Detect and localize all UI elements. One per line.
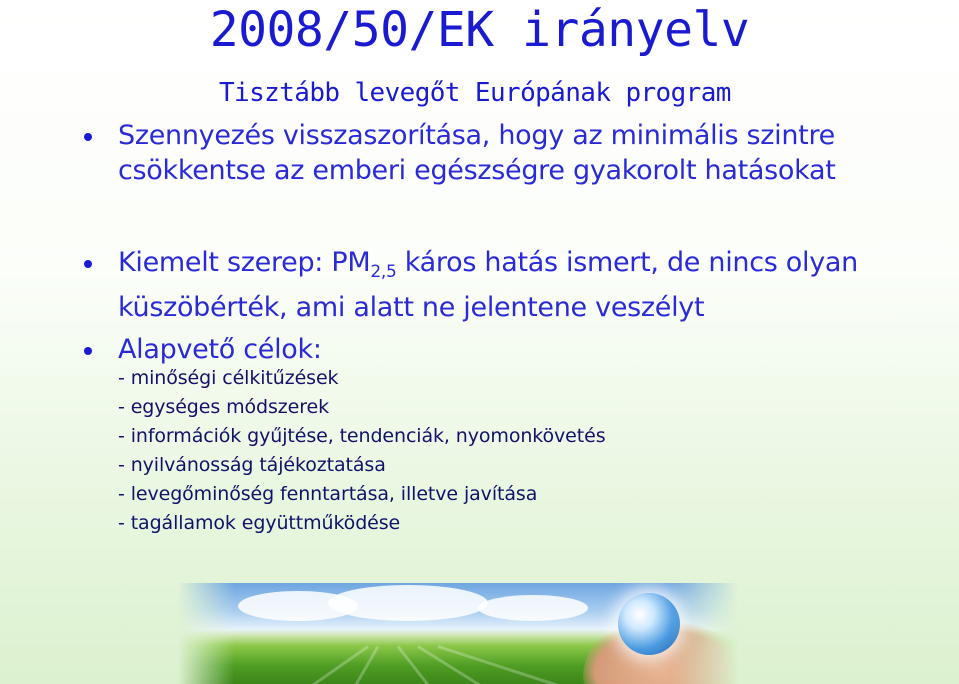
bullet-text-post: káros hatás ismert, de nincs olyan küszöbérték, ami alatt ne jelentene veszélyt	[118, 247, 858, 323]
globe-icon	[618, 593, 680, 655]
bullet-subscript: 2,5	[370, 262, 397, 282]
bullet-item	[118, 118, 948, 188]
slide-subtitle: Tisztább levegőt Európának program	[219, 78, 731, 108]
field-row	[217, 646, 380, 684]
bullet-dot-icon	[84, 347, 92, 355]
bullet-text: Alapvető célok:	[118, 334, 322, 365]
goal-item: - egységes módszerek	[118, 396, 330, 418]
banner-image	[178, 583, 738, 684]
goal-item: - nyilvánosság tájékoztatása	[118, 454, 386, 476]
cloud-shape	[478, 595, 588, 621]
goal-item: - minőségi célkitűzések	[118, 367, 339, 389]
goal-item: - tagállamok együttműködése	[118, 512, 401, 534]
goals-list	[118, 364, 948, 538]
cloud-shape	[328, 585, 488, 621]
goal-item: - információk gyűjtése, tendenciák, nyomonkövetés	[118, 425, 606, 447]
slide-title: 2008/50/EK irányelv	[209, 2, 750, 58]
bullet-dot-icon	[84, 133, 92, 141]
bullet-item	[118, 245, 948, 325]
bullet-dot-icon	[84, 260, 92, 268]
bullet-text: Szennyezés visszaszorítása, hogy az minimális szintre csökkentse az emberi egészségre gyakorolt hatásokat	[118, 120, 836, 186]
bullet-item	[118, 332, 948, 367]
goal-item: - levegőminőség fenntartása, illetve javítása	[118, 483, 538, 505]
field-row	[178, 645, 369, 684]
bullet-text-pre: Kiemelt szerep: PM	[118, 247, 371, 278]
